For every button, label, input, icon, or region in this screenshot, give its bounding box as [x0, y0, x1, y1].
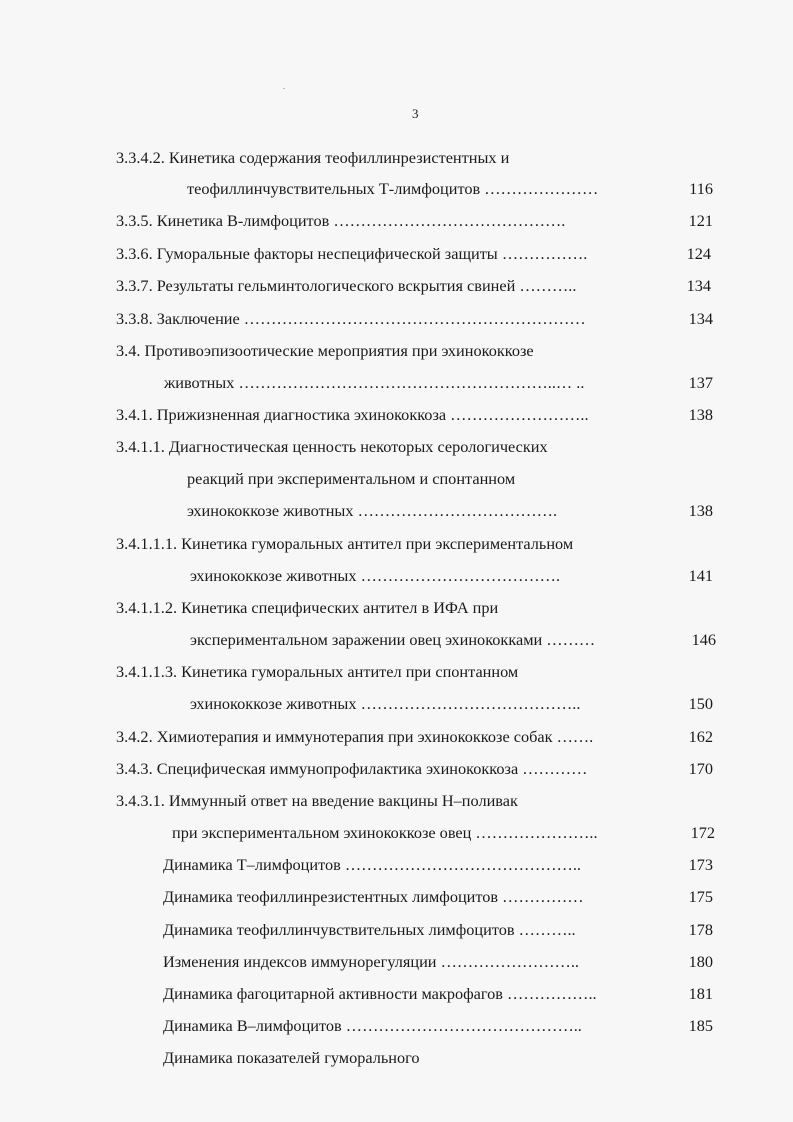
toc-entry-page: 175 — [688, 887, 713, 906]
toc-entry-text: 3.4.3.1. Иммунный ответ на введение вакцины Н–поливак — [116, 791, 518, 810]
toc-entry-page: 121 — [688, 211, 713, 230]
toc-entry-text: экспериментальном заражении овец эхинококками ……… — [190, 630, 596, 649]
toc-entry-text: Динамика фагоцитарной активности макрофагов …………….. — [163, 984, 597, 1003]
toc-entry-text: 3.4.1.1.3. Кинетика гуморальных антител при спонтанном — [116, 662, 519, 681]
toc-entry-text: 3.4. Противоэпизоотические мероприятия при эхинококкозе — [116, 341, 534, 360]
scan-speck — [283, 88, 285, 89]
toc-entry-page: 170 — [688, 759, 713, 778]
toc-entry-text: Динамика показателей гуморального — [163, 1048, 420, 1067]
toc-entry-page: 150 — [688, 694, 713, 713]
toc-entry-page: 185 — [688, 1016, 713, 1035]
toc-entry-text: Изменения индексов иммунорегуляции …………………….. — [163, 952, 579, 971]
toc-entry-page: 138 — [688, 501, 713, 520]
toc-entry-text: Динамика теофиллинчувствительных лимфоцитов ……….. — [163, 920, 576, 939]
toc-entry-text: 3.3.6. Гуморальные факторы неспецифической защиты ……………. — [116, 244, 588, 263]
toc-entry-page: 146 — [691, 630, 716, 649]
toc-entry-page: 162 — [688, 727, 713, 746]
toc-entry-text: теофиллинчувствительных Т-лимфоцитов ………………… — [187, 179, 599, 198]
toc-entry-text: 3.4.2. Химиотерапия и иммунотерапия при эхинококкозе собак ……. — [116, 727, 594, 746]
toc-entry-text: 3.4.1. Прижизненная диагностика эхинококкоза …………………….. — [116, 405, 589, 424]
toc-entry-text: при экспериментальном эхинококкозе овец ………………….. — [172, 823, 598, 842]
toc-entry-page: 124 — [686, 244, 711, 263]
toc-entry-page: 180 — [688, 952, 713, 971]
toc-entry-text: эхинококкозе животных ………………………………. — [190, 566, 561, 585]
toc-entry-text: реакций при экспериментальном и спонтанном — [187, 469, 516, 488]
toc-entry-text: Динамика Т–лимфоцитов …………………………………….. — [163, 855, 581, 874]
toc-entry-text: эхинококкозе животных ………………………………. — [187, 501, 558, 520]
toc-entry-text: животных …………………………………………………..… .. — [164, 373, 585, 392]
toc-entry-text: 3.4.1.1. Диагностическая ценность некоторых серологических — [116, 437, 548, 456]
toc-entry-text: Динамика В–лимфоцитов …………………………………….. — [163, 1016, 582, 1035]
toc-entry-text: эхинококкозе животных ………………………………….. — [190, 694, 581, 713]
toc-entry-text: 3.4.1.1.1. Кинетика гуморальных антител при экспериментальном — [116, 534, 574, 553]
toc-entry-text: 3.3.7. Результаты гельминтологического вскрытия свиней ……….. — [116, 276, 577, 295]
toc-entry-page: 138 — [688, 405, 713, 424]
toc-entry-page: 137 — [688, 373, 713, 392]
toc-entry-text: 3.4.3. Специфическая иммунопрофилактика эхинококкоза ………… — [116, 759, 588, 778]
toc-entry-text: 3.3.8. Заключение ……………………………………………………… — [116, 309, 586, 328]
toc-entry-page: 141 — [688, 566, 713, 585]
toc-entry-page: 172 — [690, 823, 715, 842]
toc-entry-text: 3.3.4.2. Кинетика содержания теофиллинрезистентных и — [116, 148, 510, 167]
toc-entry-page: 181 — [688, 984, 713, 1003]
toc-entry-page: 116 — [689, 179, 713, 198]
toc-entry-text: Динамика теофиллинрезистентных лимфоцитов …………… — [163, 887, 584, 906]
toc-entry-text: 3.3.5. Кинетика В-лимфоцитов ……………………………………. — [116, 211, 566, 230]
toc-entry-page: 134 — [686, 276, 711, 295]
toc-entry-page: 178 — [688, 920, 713, 939]
toc-entry-text: 3.4.1.1.2. Кинетика специфических антител в ИФА при — [116, 598, 499, 617]
page-number: 3 — [412, 106, 419, 121]
toc-entry-page: 134 — [688, 309, 713, 328]
toc-entry-page: 173 — [688, 855, 713, 874]
